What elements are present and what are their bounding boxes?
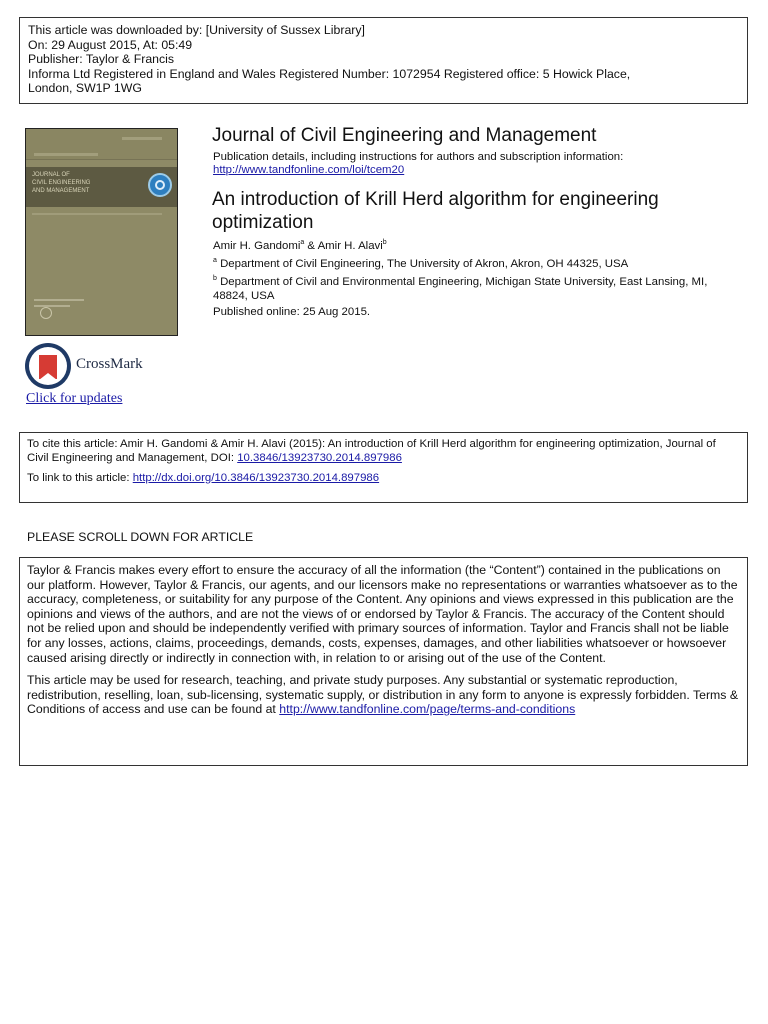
usage-paragraph (27, 673, 740, 717)
cover-detail (34, 153, 98, 156)
cover-publisher-seal-icon (40, 307, 52, 319)
author-name: Amir H. Alavi (317, 240, 383, 252)
cite-paragraph (27, 438, 740, 466)
download-source: This article was downloaded by: [University of Sussex Library] (28, 23, 365, 37)
journal-title: Journal of Civil Engineering and Management (212, 125, 597, 146)
affiliation-marker: a (213, 257, 217, 264)
journal-link[interactable]: http://www.tandfonline.com/loi/tcem20 (213, 164, 405, 176)
usage-text: This article may be used for research, teaching, and private study purposes. Any substantial or systematic reproduction, redistribution, reselling, loan, sub-licensing, systematic supply, or distribution in any form to anyone is expressly forbidden. Terms & Conditions of access and use can be found at (27, 673, 739, 717)
author-affiliation-marker: a (300, 239, 305, 246)
crossmark-icon[interactable] (25, 343, 71, 389)
cover-detail (34, 299, 84, 301)
published-date: Published online: 25 Aug 2015. (213, 306, 371, 318)
affiliation-marker: b (213, 275, 217, 282)
author-separator: & (304, 240, 318, 252)
terms-link[interactable]: http://www.tandfonline.com/page/terms-and-conditions (279, 702, 576, 717)
link-label: To link to this article: (27, 471, 133, 484)
download-date: On: 29 August 2015, At: 05:49 (28, 37, 193, 52)
affiliation-b (213, 275, 743, 303)
cover-detail (122, 137, 162, 140)
affiliation-text: Department of Civil Engineering, The University of Akron, Akron, OH 44325, USA (216, 258, 629, 270)
registration-info: Informa Ltd Registered in England and Wales Registered Number: 1072954 Registered office: 5 Howick Place, (28, 66, 631, 81)
doi-link[interactable]: 10.3846/13923730.2014.897986 (237, 451, 402, 464)
authors (213, 239, 387, 253)
cover-badge-icon (148, 173, 172, 197)
cover-detail (34, 305, 70, 307)
scroll-notice: PLEASE SCROLL DOWN FOR ARTICLE (27, 530, 254, 544)
disclaimer-paragraph: Taylor & Francis makes every effort to ensure the accuracy of all the information (the “Content”) contained in the publications on our platform. However, Taylor & Francis, our agents, and our licensors make no representations or warranties whatsoever as to the accuracy, completeness, or suitability for any purpose of the Content. Any opinions and views expressed in this publication are the opinions and views of the authors, and are not the views of or endorsed by Taylor & Francis. The accuracy of the Content should not be relied upon and should be independently verified with primary sources of information. Taylor and Francis shall not be liable for any losses, actions, claims, proceedings, demands, costs, expenses, damages, and other liabilities whatsoever or howsoever caused arising directly or indirectly in connection with, in relation to or arising out of the use of the Content. (27, 563, 738, 665)
disclaimer-box (19, 557, 748, 766)
publisher: Publisher: Taylor & Francis (28, 52, 175, 67)
citation-box (19, 432, 748, 503)
author-name: Amir H. Gandomi (213, 240, 301, 252)
journal-cover-image (25, 128, 178, 336)
cover-title-text (32, 171, 90, 195)
cover-title-line: JOURNAL OF (32, 172, 70, 178)
cover-title-line: AND MANAGEMENT (32, 188, 90, 194)
article-doi-url-link[interactable]: http://dx.doi.org/10.3846/13923730.2014.897986 (132, 471, 380, 484)
crossmark-bookmark-icon (39, 355, 57, 379)
download-notice-box (19, 17, 748, 104)
click-for-updates-link[interactable]: Click for updates (26, 391, 123, 406)
cover-rule (32, 213, 162, 215)
link-paragraph (27, 472, 740, 486)
article-title: An introduction of Krill Herd algorithm for engineering optimization (212, 189, 659, 233)
author-affiliation-marker: b (382, 239, 387, 246)
cover-title-line: CIVIL ENGINEERING (32, 180, 91, 186)
affiliation-text: Department of Civil and Environmental Engineering, Michigan State University, East Lansing, MI, 48824, USA (213, 276, 708, 302)
cite-text: To cite this article: Amir H. Gandomi & Amir H. Alavi (2015): An introduction of Krill Herd algorithm for engineering optimization, Journal of Civil Engineering and Management, DOI: (27, 438, 716, 464)
affiliation-a (213, 257, 743, 271)
publication-details: Publication details, including instructions for authors and subscription information: (213, 151, 624, 163)
crossmark-label[interactable]: CrossMark (76, 356, 143, 372)
registered-address: London, SW1P 1WG (28, 81, 142, 96)
